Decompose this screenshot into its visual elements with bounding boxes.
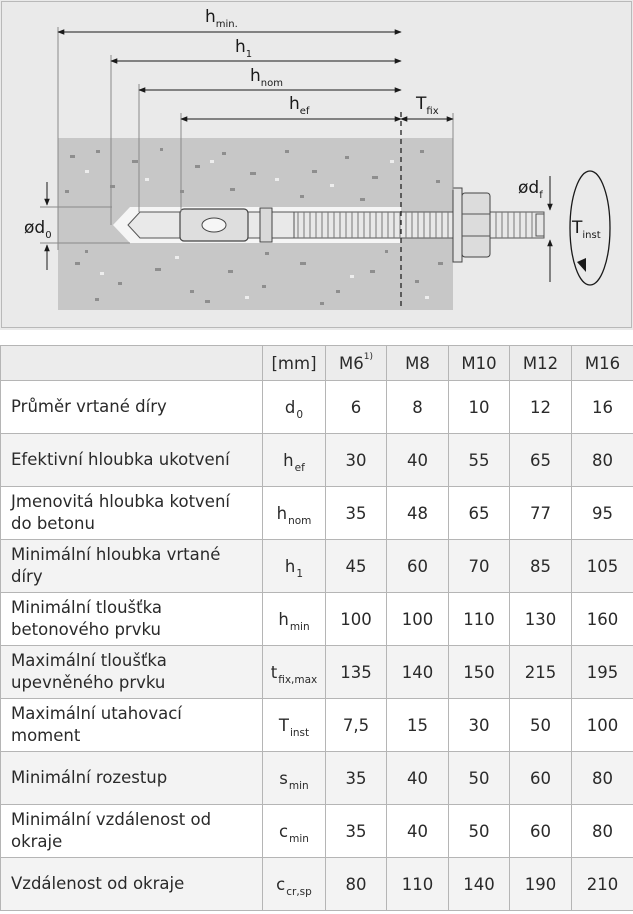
value-cell: 6 — [326, 381, 387, 434]
value-cell: 140 — [449, 858, 510, 911]
value-cell: 140 — [387, 646, 449, 699]
parameter-symbol: $d_0$ — [263, 381, 326, 434]
parameter-symbol: $c_{cr,sp}$ — [263, 858, 326, 911]
hmin-label: $h_{min.}$ — [205, 7, 238, 30]
header-parameter — [1, 346, 263, 381]
hex-nut — [462, 193, 490, 257]
table-body — [1, 381, 633, 911]
parameter-name: Minimální tloušťka betonového prvku — [1, 593, 263, 646]
value-cell: 48 — [387, 487, 449, 540]
value-cell: 80 — [572, 434, 633, 487]
value-cell: 35 — [326, 487, 387, 540]
technical-parameters-table — [0, 345, 633, 911]
value-cell: 40 — [387, 434, 449, 487]
value-cell: 100 — [572, 699, 633, 752]
header-size: M12 — [510, 346, 572, 381]
table-row — [1, 858, 633, 911]
value-cell: 70 — [449, 540, 510, 593]
parameter-symbol: $s_{min}$ — [263, 752, 326, 805]
value-cell: 65 — [449, 487, 510, 540]
clip-slot — [202, 218, 226, 232]
hef-label: $h_{ef}$ — [289, 94, 310, 117]
value-cell: 65 — [510, 434, 572, 487]
table-row — [1, 805, 633, 858]
value-cell: 40 — [387, 805, 449, 858]
value-cell: 110 — [387, 858, 449, 911]
value-cell: 110 — [449, 593, 510, 646]
header-size: M6$^{1)}$ — [326, 346, 387, 381]
value-cell: 150 — [449, 646, 510, 699]
rod-tip — [536, 214, 544, 236]
value-cell: 60 — [387, 540, 449, 593]
value-cell: 50 — [449, 752, 510, 805]
parameter-name: Minimální rozestup — [1, 752, 263, 805]
value-cell: 80 — [326, 858, 387, 911]
value-cell: 55 — [449, 434, 510, 487]
value-cell: 105 — [572, 540, 633, 593]
anchor-rod — [294, 212, 544, 238]
value-cell: 50 — [449, 805, 510, 858]
parameter-symbol: $h_{ef}$ — [263, 434, 326, 487]
table-row — [1, 487, 633, 540]
washer — [453, 188, 462, 262]
value-cell: 35 — [326, 752, 387, 805]
value-cell: 15 — [387, 699, 449, 752]
parameter-name: Vzdálenost od okraje — [1, 858, 263, 911]
parameter-symbol: $c_{min}$ — [263, 805, 326, 858]
value-cell: 100 — [387, 593, 449, 646]
value-cell: 95 — [572, 487, 633, 540]
tinst-label: $T_{inst}$ — [572, 218, 601, 241]
parameter-symbol: $h_{nom}$ — [263, 487, 326, 540]
value-cell: 160 — [572, 593, 633, 646]
value-cell: 80 — [572, 752, 633, 805]
value-cell: 215 — [510, 646, 572, 699]
value-cell: 30 — [326, 434, 387, 487]
value-cell: 12 — [510, 381, 572, 434]
table-row — [1, 434, 633, 487]
table-row — [1, 540, 633, 593]
table-row — [1, 593, 633, 646]
value-cell: 60 — [510, 752, 572, 805]
d0-label: $ød_0$ — [24, 218, 52, 241]
parameter-name: Průměr vrtané díry — [1, 381, 263, 434]
rod-collar — [260, 208, 272, 242]
parameter-symbol: $t_{fix,max}$ — [263, 646, 326, 699]
tfix-label: $T_{fix}$ — [416, 94, 439, 117]
value-cell: 10 — [449, 381, 510, 434]
h1-label: $h_1$ — [235, 37, 253, 60]
parameter-name: Minimální hloubka vrtané díry — [1, 540, 263, 593]
value-cell: 190 — [510, 858, 572, 911]
df-label: $ød_f$ — [518, 178, 543, 201]
header-size: M16 — [572, 346, 633, 381]
value-cell: 100 — [326, 593, 387, 646]
parameter-name: Minimální vzdálenost od okraje — [1, 805, 263, 858]
value-cell: 210 — [572, 858, 633, 911]
value-cell: 50 — [510, 699, 572, 752]
value-cell: 80 — [572, 805, 633, 858]
header-unit: [mm] — [263, 346, 326, 381]
value-cell: 130 — [510, 593, 572, 646]
table-row — [1, 699, 633, 752]
table-row — [1, 381, 633, 434]
hnom-label: $h_{nom}$ — [250, 66, 283, 89]
anchor-installation-diagram — [0, 0, 633, 330]
table-row — [1, 646, 633, 699]
parameter-symbol: $T_{inst}$ — [263, 699, 326, 752]
value-cell: 8 — [387, 381, 449, 434]
parameter-name: Maximální utahovací moment — [1, 699, 263, 752]
value-cell: 35 — [326, 805, 387, 858]
parameter-symbol: $h_{min}$ — [263, 593, 326, 646]
value-cell: 77 — [510, 487, 572, 540]
value-cell: 7,5 — [326, 699, 387, 752]
value-cell: 16 — [572, 381, 633, 434]
value-cell: 135 — [326, 646, 387, 699]
table-header-row — [1, 346, 633, 381]
header-size: M10 — [449, 346, 510, 381]
value-cell: 60 — [510, 805, 572, 858]
parameter-symbol: $h_1$ — [263, 540, 326, 593]
value-cell: 30 — [449, 699, 510, 752]
parameter-name: Jmenovitá hloubka kotvení do betonu — [1, 487, 263, 540]
parameter-name: Efektivní hloubka ukotvení — [1, 434, 263, 487]
table-row — [1, 752, 633, 805]
header-size: M8 — [387, 346, 449, 381]
parameter-name: Maximální tloušťka upevněného prvku — [1, 646, 263, 699]
value-cell: 40 — [387, 752, 449, 805]
value-cell: 85 — [510, 540, 572, 593]
value-cell: 195 — [572, 646, 633, 699]
value-cell: 45 — [326, 540, 387, 593]
